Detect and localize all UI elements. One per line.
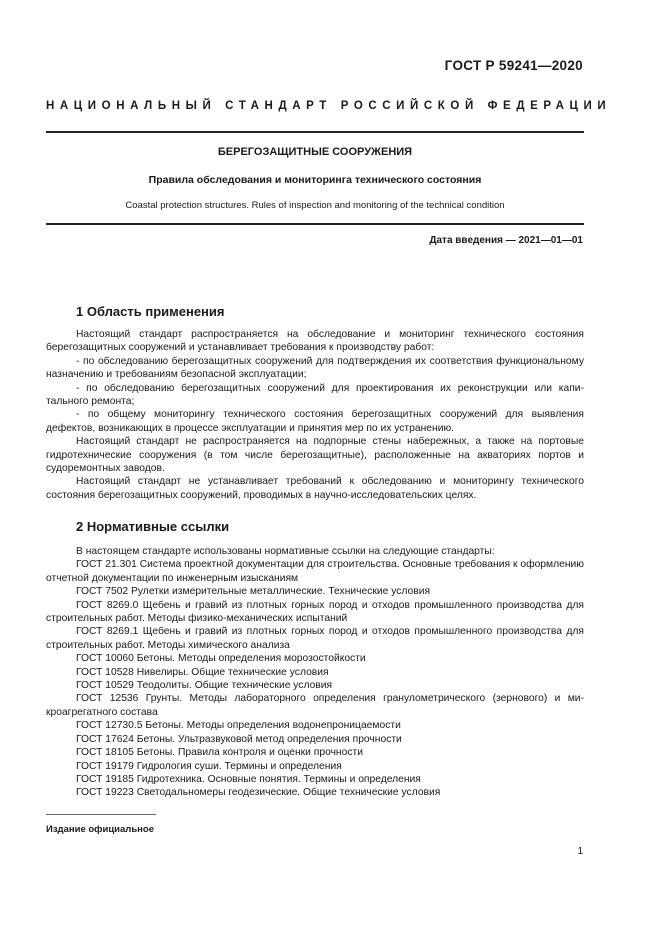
header-rule-bottom xyxy=(46,223,584,225)
reference-item: ГОСТ 10528 Нивелиры. Общие технические условия xyxy=(76,666,329,678)
document-title-english: Coastal protection structures. Rules of inspection and monitoring of the technical condition xyxy=(125,200,505,211)
reference-item: ГОСТ 8269.1 Щебень и гравий из плотных горных пород и отходов промышленного производства для строительных работ. Методы химического анализа xyxy=(46,626,584,651)
section-1-paragraph: - по обследованию берегозащитных сооружений для подтверждения их соответствия функциональному назначению и требованиям безопасной эксплуатации; xyxy=(46,355,584,381)
document-title: БЕРЕГОЗАЩИТНЫЕ СООРУЖЕНИЯ xyxy=(217,146,413,158)
section-1-paragraph: - по общему мониторингу технического состояния берегозащитных сооружений для выявления дефектов, возникающих в процессе эксплуатации и принятия мер по их устранению. xyxy=(46,409,584,434)
section-2-intro: В настоящем стандарте использованы нормативные ссылки на следующие стандарты: xyxy=(76,546,495,557)
official-edition-label: Издание официальное xyxy=(46,824,154,835)
reference-item: ГОСТ 21.301 Система проектной документации для строительства. Основные требования к оформлению отчетной документации по инженерным изысканиям xyxy=(46,559,584,584)
introduction-date: Дата введения — 2021—01—01 xyxy=(429,235,583,246)
reference-item: ГОСТ 12730.5 Бетоны. Методы определения водонепроницаемости xyxy=(76,720,401,732)
section-1-paragraph: - по обследованию берегозащитных сооружений для проектирования их реконструкции или капитального ремонта; xyxy=(46,382,584,408)
reference-item: ГОСТ 8269.0 Щебень и гравий из плотных горных пород и отходов промышленного производства для строительных работ. Методы физико-механических испытаний xyxy=(46,599,584,625)
reference-item: ГОСТ 18105 Бетоны. Правила контроля и оценки прочности xyxy=(76,747,363,759)
section-2-heading: 2 Нормативные ссылки xyxy=(76,519,230,534)
reference-item: ГОСТ 19185 Гидротехника. Основные понятия. Термины и определения xyxy=(76,773,421,785)
section-1-body xyxy=(46,328,584,502)
reference-item: ГОСТ 10529 Теодолиты. Общие технические условия xyxy=(76,680,333,692)
section-1-heading: 1 Область применения xyxy=(76,304,225,319)
reference-item: ГОСТ 10060 Бетоны. Методы определения морозостойкости xyxy=(76,653,366,665)
reference-item: ГОСТ 19223 Светодальномеры геодезические. Общие технические условия xyxy=(76,787,441,799)
footer-rule xyxy=(46,814,156,815)
document-subtitle: Правила обследования и мониторинга технического состояния xyxy=(148,174,482,186)
section-1-paragraph: Настоящий стандарт не распространяется на подпорные стены набережных, а также на портовые гидротехнические сооружения (в том числе берегозащитные), расположенные на акваториях портов и судоремонтных заводов. xyxy=(46,436,584,475)
section-1-paragraph: Настоящий стандарт распространяется на обследование и мониторинг технического состояния берегозащитных сооружений и устанавливает требования к производству работ: xyxy=(46,329,584,354)
section-2-body xyxy=(46,545,584,800)
standard-banner: НАЦИОНАЛЬНЫЙ СТАНДАРТ РОССИЙСКОЙ ФЕДЕРАЦИИ xyxy=(46,100,612,112)
header-rule-top xyxy=(46,131,584,133)
reference-item: ГОСТ 19179 Гидрология суши. Термины и определения xyxy=(76,760,342,772)
section-1-paragraph: Настоящий стандарт не устанавливает требований к обследованию и мониторингу технического состояния берегозащитных сооружений, проводимых в научно-исследовательских целях. xyxy=(46,476,584,501)
document-number: ГОСТ Р 59241—2020 xyxy=(444,58,583,73)
reference-item: ГОСТ 17624 Бетоны. Ультразвуковой метод определения прочности xyxy=(76,733,402,745)
reference-item: ГОСТ 12536 Грунты. Методы лабораторного определения гранулометрического (зернового) и микроагрегатного состава xyxy=(46,693,584,718)
reference-item: ГОСТ 7502 Рулетки измерительные металлические. Технические условия xyxy=(76,586,431,598)
page-number: 1 xyxy=(577,846,583,857)
